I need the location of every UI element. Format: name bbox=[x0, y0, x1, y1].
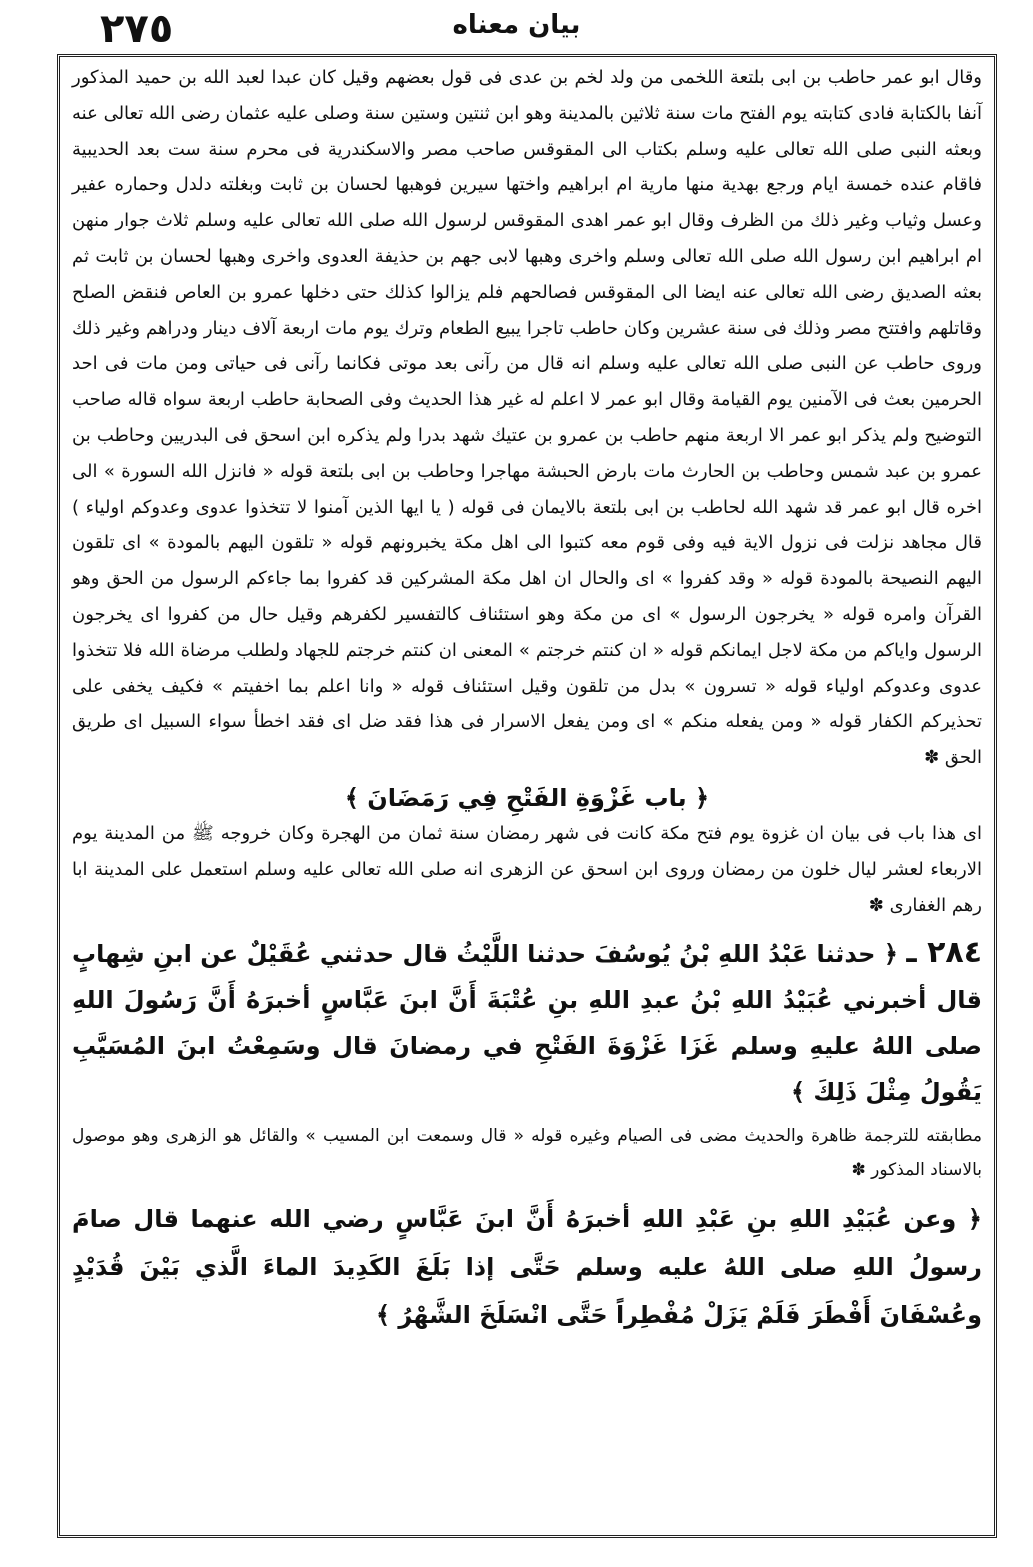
hadith-second: ﴿ وعن عُبَيْدِ اللهِ بنِ عَبْدِ اللهِ أخبرَهُ أَنَّ ابنَ عَبَّاسٍ رضي الله عنهما قال صامَ رسولُ اللهِ صلى اللهُ عليه وسلم حَتَّى إذا بَلَغَ الكَدِيدَ الماءَ الَّذي بَيْنَ قُدَيْدٍ وعُسْفَانَ أَفْطَرَ فَلَمْ يَزَلْ مُفْطِراً حَتَّى انْسَلَخَ الشَّهْرُ ﴾ bbox=[72, 1204, 982, 1329]
chapter-commentary: اى هذا باب فى بيان ان غزوة يوم فتح مكة كانت فى شهر رمضان سنة ثمان من الهجرة وكان خروجه ﷺ من المدينة يوم الاربعاء لعشر ليال خلون من رمضان وروى ابن اسحق عن الزهرى انه صلى الله تعالى عليه وسلم استعمل على المدينة ابا رهم الغفارى ✽ bbox=[72, 822, 982, 916]
page-number: ٢٧٥ bbox=[100, 6, 174, 52]
hadith-number: ٢٨٤ ـ bbox=[906, 934, 983, 970]
hadith-commentary: مطابقته للترجمة ظاهرة والحديث مضى فى الصيام وغيره قوله « قال وسمعت ابن المسيب » والقائل هو الزهرى وهو موصول بالاسناد المذكور ✽ bbox=[72, 1125, 982, 1180]
commentary-paragraph: وقال ابو عمر حاطب بن ابى بلتعة اللخمى من ولد لخم بن عدى فى قول بعضهم وقيل كان عبدا لعبد الله بن حميد المذكور آنفا بالكتابة فادى كتابته يوم الفتح مات سنة ثلاثين بالمدينة وهو ابن ثنتين وستين سنة وصلى عليه عثمان رضى الله تعالى عنه وبعثه النبى صلى الله تعالى عليه وسلم بكتاب الى المقوقس صاحب مصر والاسكندرية فى محرم سنة ست بعد الحديبية فاقام عنده خمسة ايام ورجع بهدية منها مارية ام ابراهيم واختها سيرين فوهبها لحسان بن ثابت وبغلته دلدل وحماره عفير وعسل وثياب وغير ذلك من الظرف وقال ابو عمر اهدى المقوقس لرسول الله صلى الله تعالى عليه وسلم ثلاث جوار منهن ام ابراهيم ابن رسول الله صلى الله تعالى وسلم واخرى وهبها لابى جهم بن حذيفة العدوى واخرى وهبها لحسان بن ثابت ثم بعثه الصديق رضى الله تعالى عنه ايضا الى المقوقس فصالحهم فلم يزالوا كذلك حتى دخلها عمرو بن العاص فنقض الصلح وقاتلهم وافتتح مصر وذلك فى سنة عشرين وكان حاطب تاجرا يبيع الطعام وترك يوم مات اربعة آلاف دينار ودراهم وغير ذلك وروى حاطب عن النبى صلى الله تعالى عليه وسلم انه قال من رآنى بعد موتى فكانما رآنى فى حياتى ومن مات فى احد الحرمين بعث فى الآمنين يوم القيامة وقال ابو عمر لا اعلم له غير هذا الحديث وفى الصحابة حاطب اربعة سواه قاله صاحب التوضيح ولم يذكر ابو عمر الا اربعة منهم حاطب بن عمرو بن عتيك شهد بدرا ولم يذكره ابن اسحق فى البدريين وحاطب بن عمرو بن عبد شمس وحاطب بن الحارث مات بارض الحبشة مهاجرا وحاطب بن ابى بلتعة قوله « فانزل الله السورة » الى اخره قال ابو عمر قد شهد الله لحاطب بن ابى بلتعة بالايمان فى قوله ( يا ايها الذين آمنوا لا تتخذوا عدوى وعدوكم اولياء ) قال مجاهد نزلت فى نزول الاية فيه وفى قوم معه كتبوا الى اهل مكة يخبرونهم قوله « تلقون اليهم بالمودة » اى تلقون اليهم النصيحة بالمودة قوله « وقد كفروا » اى والحال ان اهل مكة المشركين قد كفروا بما جاءكم الرسول من الحق وهو القرآن وامره قوله « يخرجون الرسول » اى من مكة وهو استئناف كالتفسير لكفرهم وقيل حال من كفروا اى يخرجون الرسول واياكم من مكة لاجل ايمانكم قوله « ان كنتم خرجتم » المعنى ان كنتم خرجتم للجهاد ولطلب مرضاة الله فلا تتخذوا عدوى وعدوكم اولياء قوله « تسرون » بدل من تلقون وقيل استئناف قوله « وانا اعلم بما اخفيتم » فكيف يخفى على تحذيركم الكفار قوله « ومن يفعله منكم » اى ومن يفعل الاسرار فى هذا فقد ضل اى فقد اخطأ سواء السبيل اى طريق الحق ✽ bbox=[72, 67, 982, 769]
page-content bbox=[72, 60, 982, 1339]
running-title: بيان معناه bbox=[452, 10, 581, 40]
hadith-284 bbox=[72, 930, 982, 1115]
hadith-text: ﴿ حدثنا عَبْدُ اللهِ بْنُ يُوسُفَ حدثنا اللَّيْثُ قال حدثني عُقَيْلٌ عن ابنِ شِهابٍ قال أخبرني عُبَيْدُ اللهِ بْنُ عبدِ اللهِ بنِ عُتْبَةَ أَنَّ ابنَ عَبَّاسٍ أخبرَهُ أَنَّ رَسُولَ اللهِ صلى اللهُ عليهِ وسلم غَزَا غَزْوَةَ الفَتْحِ في رمضانَ قال وسَمِعْتُ ابنَ المُسَيَّبِ يَقُولُ مِثْلَ ذَلِكَ ﴾ bbox=[72, 939, 982, 1106]
chapter-title: ﴿ باب غَزْوَةِ الفَتْحِ فِي رَمَضَانَ ﴾ bbox=[344, 783, 710, 812]
